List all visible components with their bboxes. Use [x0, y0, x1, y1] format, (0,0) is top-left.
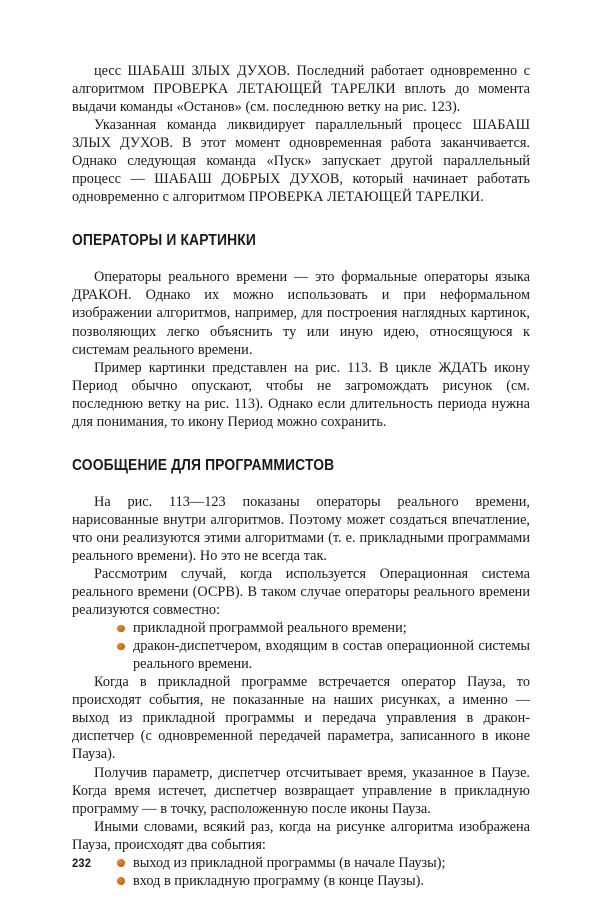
- list-item: [72, 619, 530, 637]
- spacer-before-heading-2: [72, 431, 530, 457]
- paragraph-7: Когда в прикладной программе встречается оператор Пауза, то происходят события, не показанные на наших рисунках, а именно — выход из прикладной программы и передача управления в дракон-диспетчер (с одновременной передачей параметра, записанного в иконе Пауза).: [72, 674, 530, 763]
- list-item-label: выход из прикладной программы (в начале Паузы);: [133, 854, 446, 871]
- paragraph-5: На рис. 113—123 показаны операторы реального времени, нарисованные внутри алгоритмов. Поэтому может создаться впечатление, что они реализуются этими алгоритмами (т. е. прикладными программами реального времени). Но это не всегда так.: [72, 493, 530, 564]
- spacer-after-heading-1: [72, 250, 530, 268]
- page-number: 232: [72, 856, 92, 870]
- bullet-dot-icon: [117, 859, 125, 867]
- paragraph-9: Иными словами, всякий раз, когда на рисунке алгоритма изображена Пауза, происходят два события:: [72, 818, 530, 853]
- spacer-before-heading-1: [72, 206, 530, 232]
- paragraph-1: цесс ШАБАШ ЗЛЫХ ДУХОВ. Последний работает одновременно с алгоритмом ПРОВЕРКА ЛЕТАЮЩЕЙ ТАРЕЛКИ вплоть до момента выдачи команды «Останов» (см. последнюю ветку на рис. 123).: [72, 63, 530, 116]
- paragraph-2: Указанная команда ликвидирует параллельный процесс ШАБАШ ЗЛЫХ ДУХОВ. В этот момент одновременная работа заканчивается. Однако следующая команда «Пуск» запускает другой параллельный процесс — ШАБАШ ДОБРЫХ ДУХОВ, который начинает работать одновременно с алгоритмом ПРОВЕРКА ЛЕТАЮЩЕЙ ТАРЕЛКИ.: [72, 117, 530, 206]
- bullet-list-realtime-operators: [72, 619, 530, 673]
- bullet-dot-icon: [117, 625, 125, 633]
- list-item-label: прикладной программой реального времени;: [133, 620, 407, 637]
- list-item: [72, 872, 530, 890]
- bullet-dot-icon: [117, 877, 125, 885]
- section-heading-message-for-programmers: СООБЩЕНИЕ ДЛЯ ПРОГРАММИСТОВ: [72, 456, 335, 474]
- list-item: [72, 637, 530, 673]
- paragraph-3: Операторы реального времени — это формальные операторы языка ДРАКОН. Однако их можно использовать и при неформальном изображении алгоритмов, например, для построения наглядных картинок, позволяющих легко объяснить ту или иную идею, относящуюся к системам реального времени.: [72, 269, 530, 358]
- list-item: [72, 854, 530, 872]
- bullet-dot-icon: [117, 643, 125, 651]
- paragraph-4: Пример картинки представлен на рис. 113. В цикле ЖДАТЬ икону Период обычно опускают, чтобы не загромождать рисунок (см. последнюю ветку на рис. 113). Однако если длительность периода нужна для понимания, то икону Период можно сохранить.: [72, 359, 530, 430]
- list-item-label: дракон-диспетчером, входящим в состав операционной системы реального времени.: [133, 638, 530, 673]
- list-item-label: вход в прикладную программу (в конце Паузы).: [133, 872, 424, 889]
- spacer-after-heading-2: [72, 475, 530, 493]
- paragraph-6: Рассмотрим случай, когда используется Операционная система реального времени (ОСРВ). В таком случае операторы реального времени реализуются совместно:: [72, 565, 530, 619]
- section-heading-operators-and-pictures: ОПЕРАТОРЫ И КАРТИНКИ: [72, 232, 257, 250]
- paragraph-8: Получив параметр, диспетчер отсчитывает время, указанное в Паузе. Когда время истечет, диспетчер возвращает управление в прикладную программу — в точку, расположенную после иконы Пауза.: [72, 764, 530, 817]
- bullet-list-pause-events: [72, 854, 530, 890]
- page-content-column: [72, 62, 530, 890]
